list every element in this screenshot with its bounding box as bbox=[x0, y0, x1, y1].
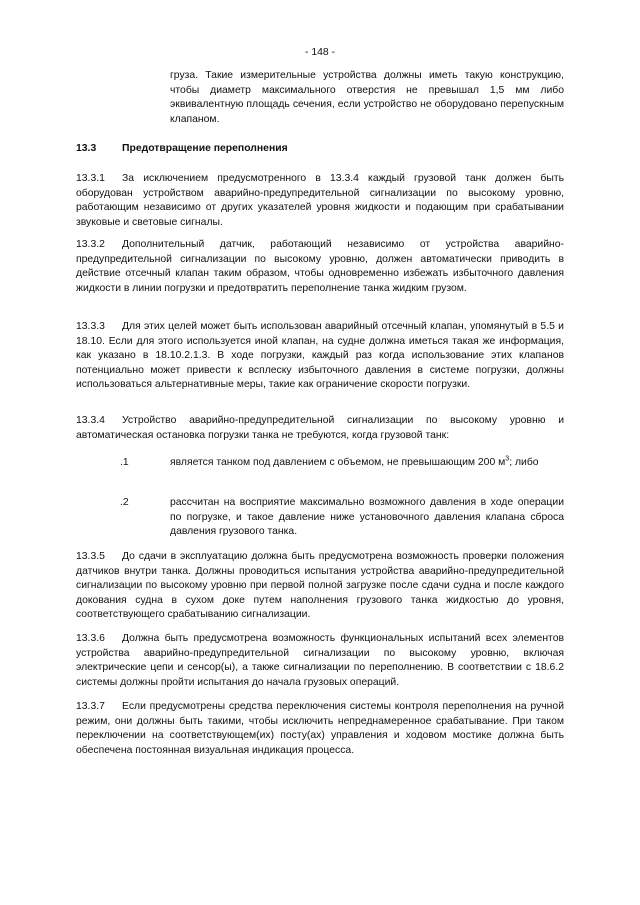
section-number: 13.3 bbox=[76, 143, 97, 154]
paragraph-number: 13.3.2 bbox=[76, 239, 105, 250]
paragraph-text: Устройство аварийно-предупредительной сигнализации по высокому уровню и автоматическая остановка погрузки танка не требуются, когда грузовой танк: bbox=[76, 415, 564, 441]
paragraph-number: 13.3.5 bbox=[76, 551, 105, 562]
paragraph-text: Должна быть предусмотрена возможность функциональных испытаний всех элементов устройства аварийно-предупредительной сигнализации по высокому уровню, включая электрические цепи и сенсор(ы), а также сигнализации по переполнению. В соответствии с 18.6.2 системы должны пройти испытания до начала грузовых операций. bbox=[76, 633, 564, 688]
paragraph-number: 13.3.1 bbox=[76, 173, 105, 184]
list-item-text: рассчитан на восприятие максимально возможного давления в ходе операции по погрузке, и такое давление ниже установочного давления клапана сброса давления грузового танка. bbox=[170, 497, 564, 538]
paragraph-text: До сдачи в эксплуатацию должна быть предусмотрена возможность проверки положения датчиков внутри танка. Должны проводиться испытания устройства аварийно-предупредительной сигнализации по высокому уровню при первой полной загрузке после сдачи судна и после каждого докования судна в сухом доке путем наполнения грузового танка жидкостью до уровня, соответствующего срабатыванию сигнализации. bbox=[76, 551, 564, 621]
paragraph-13-3-2 bbox=[76, 238, 564, 296]
paragraph-13-3-6 bbox=[76, 632, 564, 690]
continuation-paragraph: груза. Такие измерительные устройства должны иметь такую конструкцию, чтобы диаметр максимального отверстия не превышал 1,5 мм либо эквивалентную площадь сечения, если устройство не оборудовано перепускным клапаном. bbox=[170, 70, 564, 125]
superscript: 3 bbox=[505, 455, 510, 463]
paragraph-13-3-4 bbox=[76, 414, 564, 443]
paragraph-text: Дополнительный датчик, работающий независимо от устройства аварийно-предупредительной сигнализации по высокому уровню, должен автоматически приводить в действие отсечный клапан таким образом, чтобы одновременно избежать избыточного давления жидкости в линии погрузки и предотвратить переполнение танка жидким грузом. bbox=[76, 239, 564, 294]
list-item-number: .1 bbox=[120, 457, 129, 468]
paragraph-number: 13.3.4 bbox=[76, 415, 105, 426]
paragraph-text: За исключением предусмотренного в 13.3.4 каждый грузовой танк должен быть оборудован устройством аварийно-предупредительной сигнализации по высокому уровню, работающим независимо от других указателей уровня жидкости и подающим при срабатывании звуковые и световые сигналы. bbox=[76, 173, 564, 228]
section-heading bbox=[76, 142, 564, 157]
paragraph-13-3-7 bbox=[76, 700, 564, 758]
paragraph-number: 13.3.7 bbox=[76, 701, 105, 712]
list-item-text: является танком под давлением с объемом, не превышающим 200 $м^3$; либо bbox=[170, 455, 539, 468]
paragraph-number: 13.3.3 bbox=[76, 321, 105, 332]
paragraph-text: Для этих целей может быть использован аварийный отсечный клапан, упомянутый в 5.5 и 18.10. Если для этого используется иной клапан, на судне должна иметься такая же информация, как указано в 18.10.2.1.3. В ходе погрузки, каждый раз когда использование этих клапанов потенциально может привести к всплеску избыточного давления в системе погрузки, должны использоваться альтернативные меры, такие как ограничение скорости погрузки. bbox=[76, 321, 564, 391]
list-item-number: .2 bbox=[120, 497, 129, 508]
paragraph-13-3-3 bbox=[76, 320, 564, 393]
paragraph-number: 13.3.6 bbox=[76, 633, 105, 644]
section-title: Предотвращение переполнения bbox=[122, 143, 288, 154]
paragraph-text: Если предусмотрены средства переключения системы контроля переполнения на ручной режим, они должны быть такими, чтобы исключить непреднамеренное срабатывание. При таком переключении на соответствующем(их) посту(ах) управления и ходовом мостике должна быть обеспечена постоянная визуальная индикация процесса. bbox=[76, 701, 564, 756]
paragraph-13-3-1 bbox=[76, 172, 564, 230]
page-number: - 148 - bbox=[304, 47, 336, 58]
paragraph-13-3-5 bbox=[76, 550, 564, 623]
